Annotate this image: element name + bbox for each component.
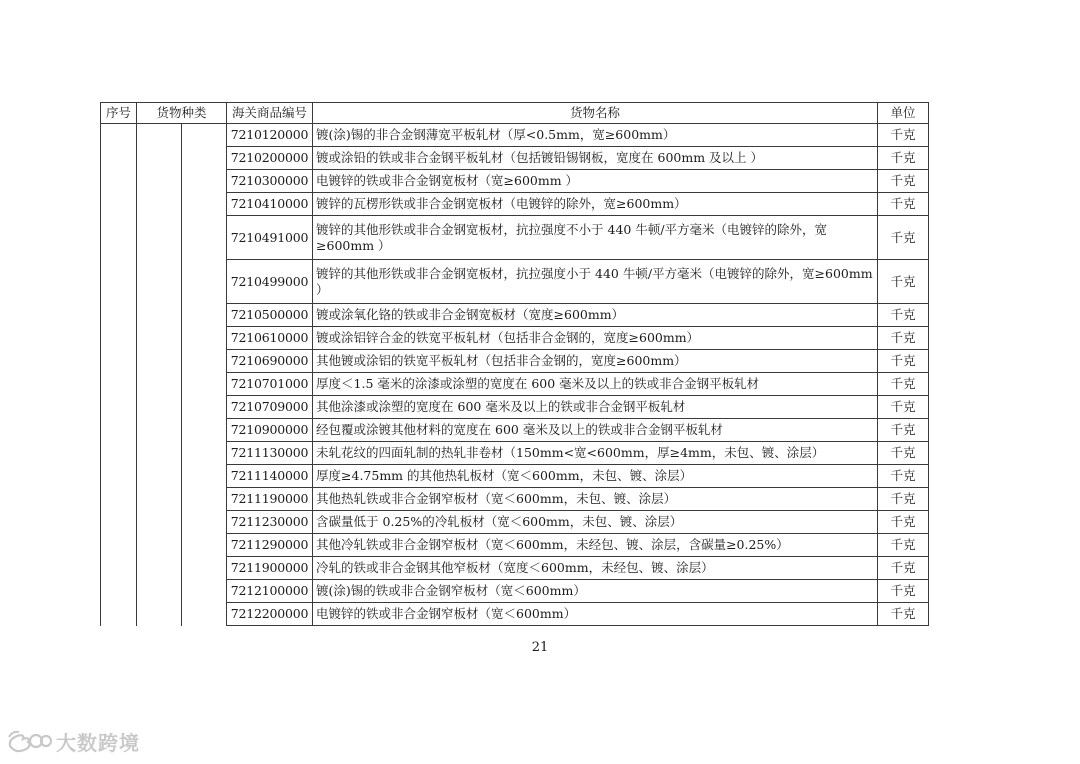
header-category: 货物种类 xyxy=(137,103,227,124)
unit-cell: 千克 xyxy=(878,147,929,170)
unit-cell: 千克 xyxy=(878,327,929,350)
goods-name-cell: 镀锌的其他形铁或非合金钢宽板材，抗拉强度小于 440 牛顿/平方毫米（电镀锌的除外，宽≥600mm ） xyxy=(313,260,878,304)
page-number: 21 xyxy=(531,640,549,655)
weibo-logo-icon xyxy=(6,729,52,755)
header-seq: 序号 xyxy=(101,103,137,124)
goods-table xyxy=(100,102,929,626)
unit-cell: 千克 xyxy=(878,373,929,396)
goods-name-cell: 其他涂漆或涂塑的宽度在 600 毫米及以上的铁或非合金钢平板轧材 xyxy=(313,396,878,419)
hs-code-cell: 7210491000 xyxy=(227,216,313,260)
hs-code-cell: 7212100000 xyxy=(227,580,313,603)
goods-name-cell: 镀(涂)锡的非合金钢薄宽平板轧材（厚<0.5mm，宽≥600mm） xyxy=(313,124,878,147)
hs-code-cell: 7211230000 xyxy=(227,511,313,534)
goods-name-cell: 经包覆或涂镀其他材料的宽度在 600 毫米及以上的铁或非合金钢平板轧材 xyxy=(313,419,878,442)
goods-name-cell: 镀或涂氧化铬的铁或非合金钢宽板材（宽度≥600mm） xyxy=(313,304,878,327)
unit-cell: 千克 xyxy=(878,557,929,580)
hs-code-cell: 7210701000 xyxy=(227,373,313,396)
goods-name-cell: 镀或涂铝锌合金的铁宽平板轧材（包括非合金钢的，宽度≥600mm） xyxy=(313,327,878,350)
hs-code-cell: 7210120000 xyxy=(227,124,313,147)
goods-name-cell: 其他热轧铁或非合金钢窄板材（宽＜600mm，未包、镀、涂层） xyxy=(313,488,878,511)
hs-code-cell: 7210410000 xyxy=(227,193,313,216)
goods-name-cell: 未轧花纹的四面轧制的热轧非卷材（150mm<宽<600mm，厚≥4mm，未包、镀、涂层） xyxy=(313,442,878,465)
hs-code-cell: 7211900000 xyxy=(227,557,313,580)
blank-category-cell-b xyxy=(182,124,227,626)
hs-code-cell: 7210709000 xyxy=(227,396,313,419)
unit-cell: 千克 xyxy=(878,260,929,304)
watermark-text: 大数跨境 xyxy=(56,731,140,755)
goods-name-cell: 含碳量低于 0.25%的冷轧板材（宽＜600mm，未包、镀、涂层） xyxy=(313,511,878,534)
goods-name-cell: 冷轧的铁或非合金钢其他窄板材（宽度＜600mm，未经包、镀、涂层） xyxy=(313,557,878,580)
unit-cell: 千克 xyxy=(878,350,929,373)
unit-cell: 千克 xyxy=(878,304,929,327)
hs-code-cell: 7211190000 xyxy=(227,488,313,511)
goods-name-cell: 厚度≥4.75mm 的其他热轧板材（宽＜600mm，未包、镀、涂层） xyxy=(313,465,878,488)
unit-cell: 千克 xyxy=(878,603,929,626)
hs-code-cell: 7210499000 xyxy=(227,260,313,304)
hs-code-cell: 7210500000 xyxy=(227,304,313,327)
unit-cell: 千克 xyxy=(878,170,929,193)
hs-code-cell: 7211290000 xyxy=(227,534,313,557)
hs-code-cell: 7210200000 xyxy=(227,147,313,170)
watermark xyxy=(6,727,140,756)
unit-cell: 千克 xyxy=(878,193,929,216)
table-row xyxy=(101,124,929,147)
hs-code-cell: 7211140000 xyxy=(227,465,313,488)
goods-name-cell: 镀锌的瓦楞形铁或非合金钢宽板材（电镀锌的除外，宽≥600mm） xyxy=(313,193,878,216)
unit-cell: 千克 xyxy=(878,465,929,488)
goods-name-cell: 镀或涂铅的铁或非合金钢平板轧材（包括镀铅锡钢板，宽度在 600mm 及以上 ） xyxy=(313,147,878,170)
header-code: 海关商品编号 xyxy=(227,103,313,124)
header-unit: 单位 xyxy=(878,103,929,124)
hs-code-cell: 7211130000 xyxy=(227,442,313,465)
table-header-row xyxy=(101,103,929,124)
goods-name-cell: 电镀锌的铁或非合金钢窄板材（宽＜600mm） xyxy=(313,603,878,626)
header-name: 货物名称 xyxy=(313,103,878,124)
goods-name-cell: 镀(涂)锡的铁或非合金钢窄板材（宽＜600mm） xyxy=(313,580,878,603)
goods-name-cell: 其他冷轧铁或非合金钢窄板材（宽＜600mm，未经包、镀、涂层，含碳量≥0.25%） xyxy=(313,534,878,557)
hs-code-cell: 7210300000 xyxy=(227,170,313,193)
unit-cell: 千克 xyxy=(878,124,929,147)
unit-cell: 千克 xyxy=(878,580,929,603)
hs-code-cell: 7212200000 xyxy=(227,603,313,626)
unit-cell: 千克 xyxy=(878,534,929,557)
hs-code-cell: 7210610000 xyxy=(227,327,313,350)
unit-cell: 千克 xyxy=(878,442,929,465)
goods-name-cell: 电镀锌的铁或非合金钢宽板材（宽≥600mm ） xyxy=(313,170,878,193)
unit-cell: 千克 xyxy=(878,216,929,260)
unit-cell: 千克 xyxy=(878,419,929,442)
unit-cell: 千克 xyxy=(878,511,929,534)
blank-seq-cell xyxy=(101,124,137,626)
hs-code-cell: 7210690000 xyxy=(227,350,313,373)
unit-cell: 千克 xyxy=(878,488,929,511)
hs-code-cell: 7210900000 xyxy=(227,419,313,442)
unit-cell: 千克 xyxy=(878,396,929,419)
blank-category-cell-a xyxy=(137,124,182,626)
goods-name-cell: 镀锌的其他形铁或非合金钢宽板材，抗拉强度不小于 440 牛顿/平方毫米（电镀锌的除外，宽≥600mm ） xyxy=(313,216,878,260)
goods-name-cell: 其他镀或涂铝的铁宽平板轧材（包括非合金钢的，宽度≥600mm） xyxy=(313,350,878,373)
goods-name-cell: 厚度＜1.5 毫米的涂漆或涂塑的宽度在 600 毫米及以上的铁或非合金钢平板轧材 xyxy=(313,373,878,396)
